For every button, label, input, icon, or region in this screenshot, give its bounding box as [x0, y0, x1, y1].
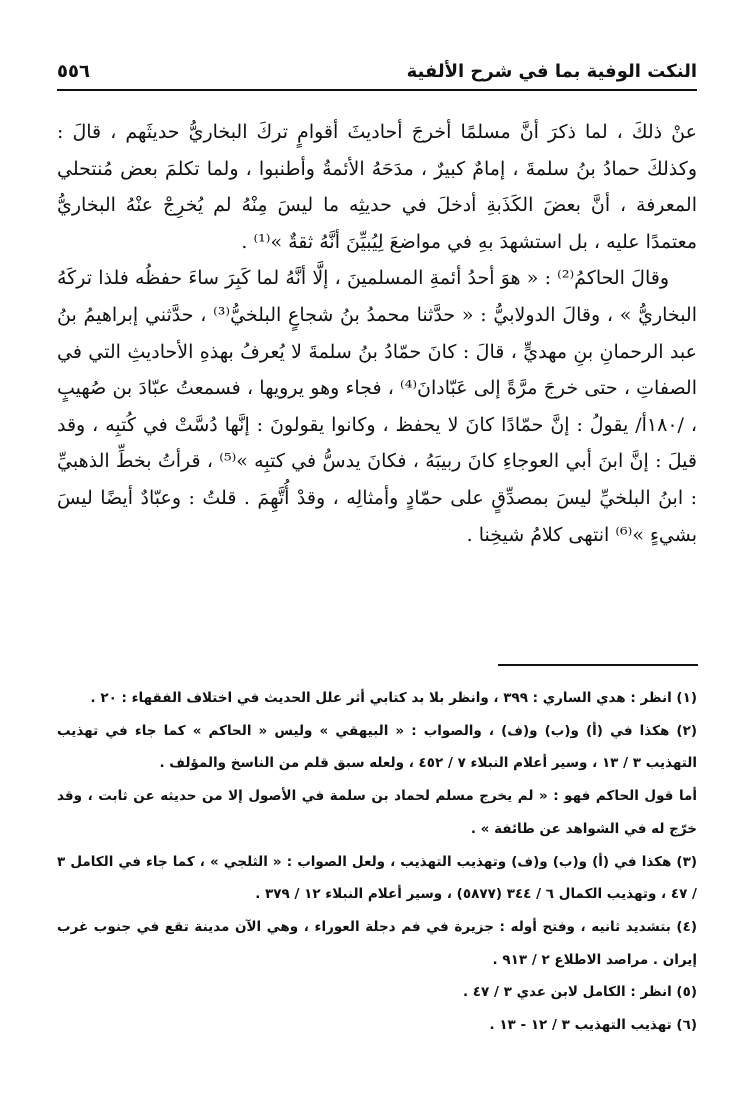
main-text [57, 114, 697, 553]
footnote-4: (٤) بتشديد ثانيه ، وفتح أوله : جزيرة في فم دجلة العوراء ، وهي الآن مدينة تقع في جنوب غرب إيران . مراصد الاطلاع ٢ / ٩١٣ . [57, 918, 697, 968]
paragraph-2: وقالَ الحاكمُ⁽²⁾ : « هوَ أحدُ أئمةِ المسلمينَ ، إلَّا أنَّهُ لما كَبِرَ ساءَ حفظُه فلذا تركَهُ البخاريُّ » ، وقالَ الدولابيُّ : « حدَّثنا محمدُ بنُ شجاعٍ البلخيُّ⁽³⁾ ، حدَّثني إبراهيمُ بنُ عبد الرحمانِ بنِ مهديٍّ ، قالَ : كانَ حمّادُ بنُ سلمةَ لا يُعرفُ بهذهِ الأحاديثِ التي في الصفاتِ ، حتى خرجَ مرَّةً إلى عَبّادانَ⁽⁴⁾ ، فجاء وهو يرويها ، فسمعتُ عبّادَ بن صُهيبٍ ، /١٨٠أ/ يقولُ : إنَّ حمّادًا كانَ لا يحفظ ، وكانوا يقولونَ : إنَّها دُسَّتْ في كُتبِه ، وقد قيلَ : إنَّ ابنَ أبي العوجاءِ كانَ ربيبَهُ ، فكانَ يدسُّ في كتبِه »⁽⁵⁾ ، قرأتُ بخطِّ الذهبيِّ : ابنُ البلخيِّ ليسَ بمصدِّقٍ على حمّادٍ وأمثالِه ، وقدْ أُتَّهِمَ . قلتُ : وعبّادٌ أيضًا ليسَ بشيءٍ »⁽⁶⁾ انتهى كلامُ شيخِنا . [57, 267, 698, 546]
footnote-2-continued: أما قول الحاكم فهو : « لم يخرج مسلم لحماد بن سلمة في الأصول إلا من حديثه عن ثابت ، وقد خرّج له في الشواهد عن طائفة » . [57, 788, 697, 837]
footnote-2: (٢) هكذا في (أ) و(ب) و(ف) ، والصواب : « البيهقي » وليس « الحاكم » كما جاء في تهذيب التهذيب ٣ / ١٣ ، وسير أعلام النبلاء ٧ / ٤٥٢ ، ولعله سبق قلم من الناسخ والمؤلف . [57, 722, 697, 772]
page-number: ٥٥٦ [57, 61, 90, 82]
paragraph-1: عنْ ذلكَ ، لما ذكرَ أنَّ مسلمًا أخرجَ أحاديثَ أقوامٍ تركَ البخاريُّ حديثَهم ، قالَ : وكذلكَ حمادُ بنُ سلمةَ ، إمامٌ كبيرٌ ، مدَحَهُ الأئمةُ وأطنبوا ، ولما تكلمَ بعض مُنتحلي المعرفة ، أنَّ بعضَ الكَذَبةِ أدخلَ في حديثِه ما ليسَ مِنْهُ لم يُخرِجْ عنْهُ البخاريُّ معتمدًا عليه ، بل استشهدَ بهِ في مواضعَ لِيُبيِّنَ أنَّهُ ثقةٌ »⁽¹⁾ . [57, 121, 697, 253]
footnote-3: (٣) هكذا في (أ) و(ب) و(ف) وتهذيب التهذيب ، ولعل الصواب : « الثلجي » ، كما جاء في الكامل ٣ / ٤٧ ، وتهذيب الكمال ٦ / ٣٤٤ (٥٨٧٧) ، وسير أعلام النبلاء ١٢ / ٣٧٩ . [57, 853, 697, 903]
footnote-6: (٦) تهذيب التهذيب ٣ / ١٢ - ١٣ . [489, 1017, 697, 1034]
footnote-1: (١) انظر : هدي الساري : ٣٩٩ ، وانظر بلا بد كتابي أثر علل الحديث في اختلاف الفقهاء : ٢٠ . [90, 690, 697, 706]
footnotes [57, 682, 697, 1042]
footnote-5: (٥) انظر : الكامل لابن عدي ٣ / ٤٧ . [462, 984, 697, 1001]
page-header [57, 55, 697, 91]
footnote-divider [498, 664, 698, 666]
running-title: النكت الوفية بما في شرح الألفية [406, 61, 697, 82]
